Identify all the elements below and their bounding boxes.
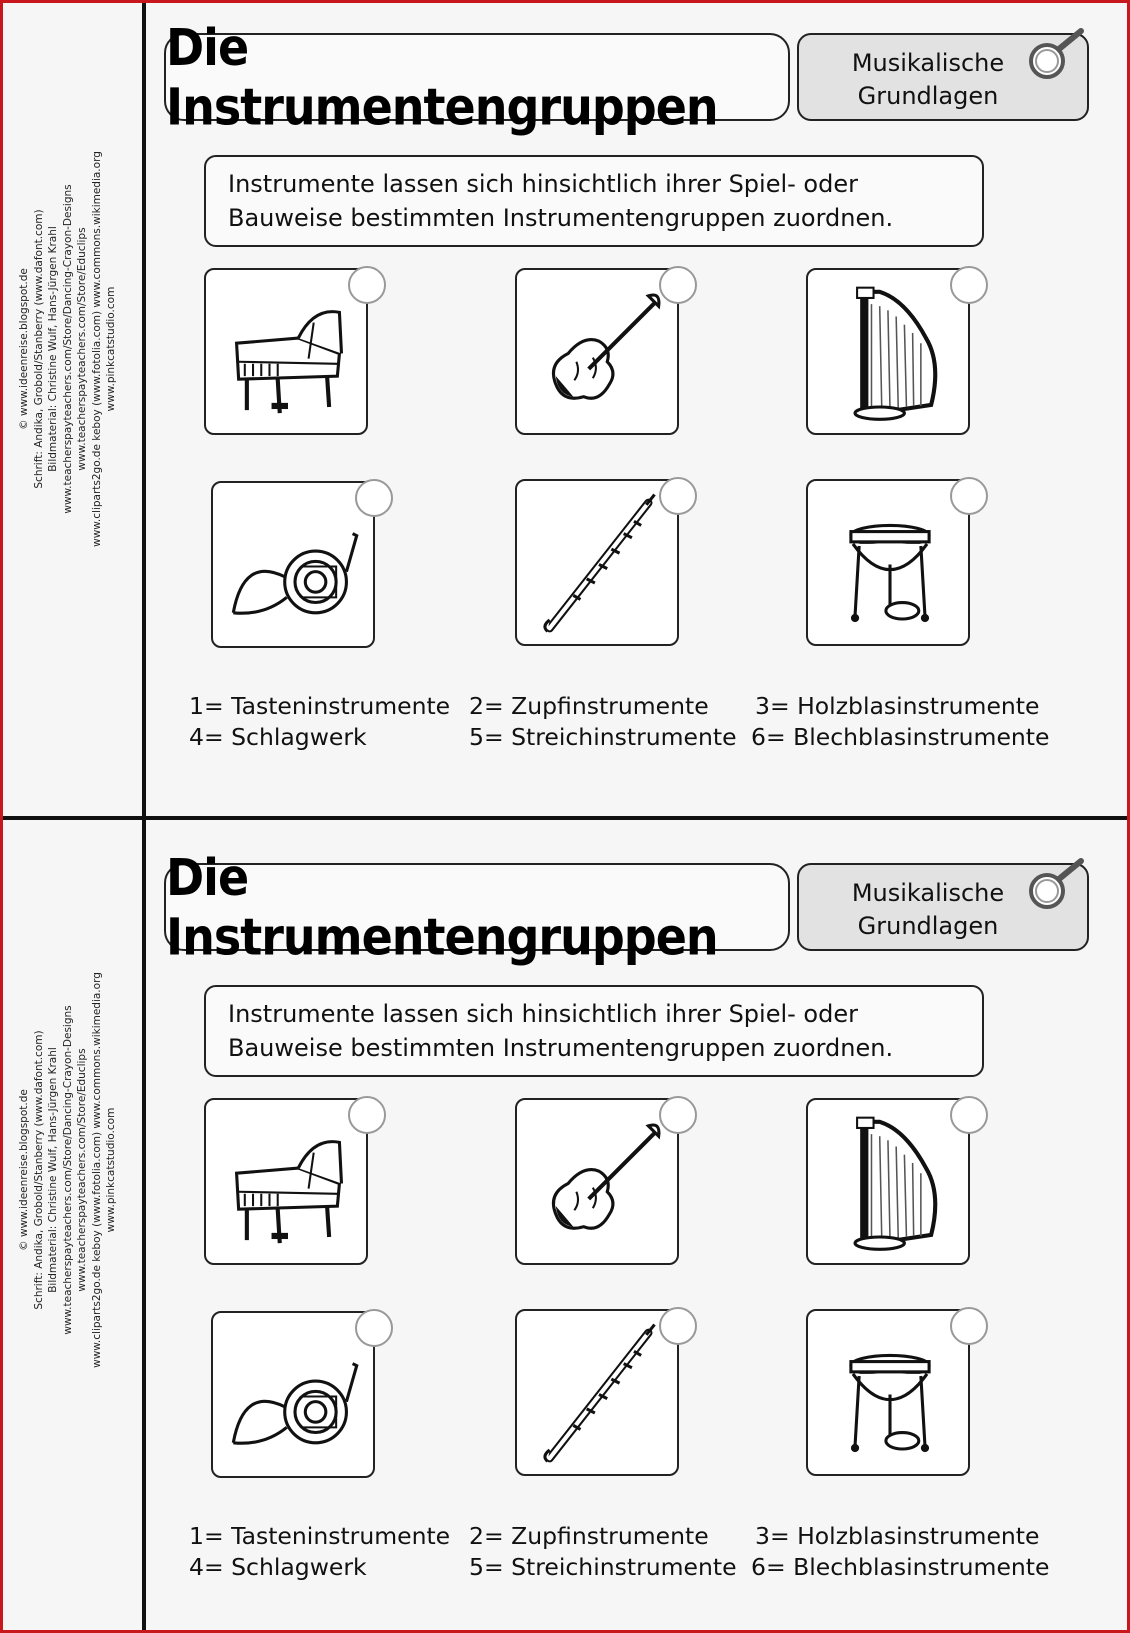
title-box [164,847,790,967]
margin-line [142,816,146,1630]
magnifier-icon [1025,857,1087,919]
margin-line [142,3,146,816]
topic-box [797,33,1089,121]
worksheet-top [0,0,1130,816]
legend-item: 4= Schlagwerk [189,1553,367,1581]
violin-icon [527,280,671,427]
credit-line: Bildmaterial: Christine Wulf, Hans-Jürgen Krahl [47,226,59,472]
harp-icon [818,280,962,427]
instrument-card-violin [515,268,679,435]
legend-item: 1= Tasteninstrumente [189,1522,451,1550]
credit-line: www.pinkcatstudio.com [105,286,117,412]
legend-item: 3= Holzblasinstrumente [755,692,1040,720]
legend-item: 2= Zupfinstrumente [469,1522,709,1550]
instrument-card-timpani [806,479,970,646]
magnifier-icon [1025,27,1087,89]
credit-line: www.teacherspayteachers.com/Store/Educlips [76,1048,88,1292]
instrument-card-oboe [515,1309,679,1476]
french-horn-icon [223,1323,367,1470]
legend-item: 4= Schlagwerk [189,723,367,751]
answer-circle[interactable] [659,477,697,515]
instrument-card-oboe [515,479,679,646]
instrument-card-piano [204,268,368,435]
credit-line: www.teacherspayteachers.com/Store/Dancing-Crayon-Designs [61,184,74,514]
piano-icon [216,280,360,427]
answer-circle[interactable] [950,477,988,515]
answer-circle[interactable] [659,1096,697,1134]
topic-line: Musikalische [851,49,1005,77]
answer-circle[interactable] [950,1096,988,1134]
answer-circle[interactable] [659,1307,697,1345]
credit-line: www.teacherspayteachers.com/Store/Dancing-Crayon-Designs [61,1005,74,1335]
legend-item: 1= Tasteninstrumente [189,692,451,720]
violin-icon [527,1110,671,1257]
answer-circle[interactable] [950,266,988,304]
piano-icon [216,1110,360,1257]
harp-icon [818,1110,962,1257]
instrument-card-harp [806,1098,970,1265]
instrument-card-piano [204,1098,368,1265]
answer-circle[interactable] [355,479,393,517]
page-title: Die Instrumentengruppen [166,847,718,967]
credit-line: www.pinkcatstudio.com [105,1107,117,1233]
credit-line: www.cliparts2go.de keboy (www.fotolia.com) www.commons.wikimedia.org [90,972,103,1368]
credits-block [17,890,129,1450]
instrument-card-harp [806,268,970,435]
topic-box [797,863,1089,951]
answer-circle[interactable] [659,266,697,304]
legend-item: 5= Streichinstrumente [469,1553,737,1581]
intro-box [204,155,984,247]
oboe-icon [527,1321,671,1468]
legend-item: 3= Holzblasinstrumente [755,1522,1040,1550]
credit-line: Schrift: Andika, Grobold/Stanberry (www.dafont.com) [32,209,45,489]
answer-circle[interactable] [355,1309,393,1347]
topic-line: Grundlagen [857,82,999,110]
intro-line: Bauweise bestimmten Instrumentengruppen zuordnen. [228,204,894,232]
timpani-icon [818,491,962,638]
instrument-card-violin [515,1098,679,1265]
intro-box [204,985,984,1077]
french-horn-icon [223,493,367,640]
oboe-icon [527,491,671,638]
credit-line: © www.ideenreise.blogspot.de [18,268,30,430]
credit-line: © www.ideenreise.blogspot.de [18,1089,30,1251]
credit-line: www.cliparts2go.de keboy (www.fotolia.com) www.commons.wikimedia.org [90,151,103,547]
topic-line: Grundlagen [857,912,999,940]
intro-line: Instrumente lassen sich hinsichtlich ihrer Spiel- oder [228,1000,858,1028]
worksheet-bottom [0,816,1130,1633]
credits-block [17,69,129,629]
title-box [164,17,790,137]
credit-line: www.teacherspayteachers.com/Store/Educlips [76,227,88,471]
intro-line: Instrumente lassen sich hinsichtlich ihrer Spiel- oder [228,170,858,198]
answer-circle[interactable] [348,266,386,304]
credit-line: Bildmaterial: Christine Wulf, Hans-Jürgen Krahl [47,1047,59,1293]
answer-circle[interactable] [950,1307,988,1345]
timpani-icon [818,1321,962,1468]
instrument-card-timpani [806,1309,970,1476]
instrument-card-french-horn [211,1311,375,1478]
legend-item: 2= Zupfinstrumente [469,692,709,720]
legend-item: 6= Blechblasinstrumente [751,723,1050,751]
legend-item: 5= Streichinstrumente [469,723,737,751]
intro-line: Bauweise bestimmten Instrumentengruppen zuordnen. [228,1034,894,1062]
legend-item: 6= Blechblasinstrumente [751,1553,1050,1581]
page-title: Die Instrumentengruppen [166,17,718,137]
answer-circle[interactable] [348,1096,386,1134]
instrument-card-french-horn [211,481,375,648]
topic-line: Musikalische [851,879,1005,907]
credit-line: Schrift: Andika, Grobold/Stanberry (www.dafont.com) [32,1030,45,1310]
